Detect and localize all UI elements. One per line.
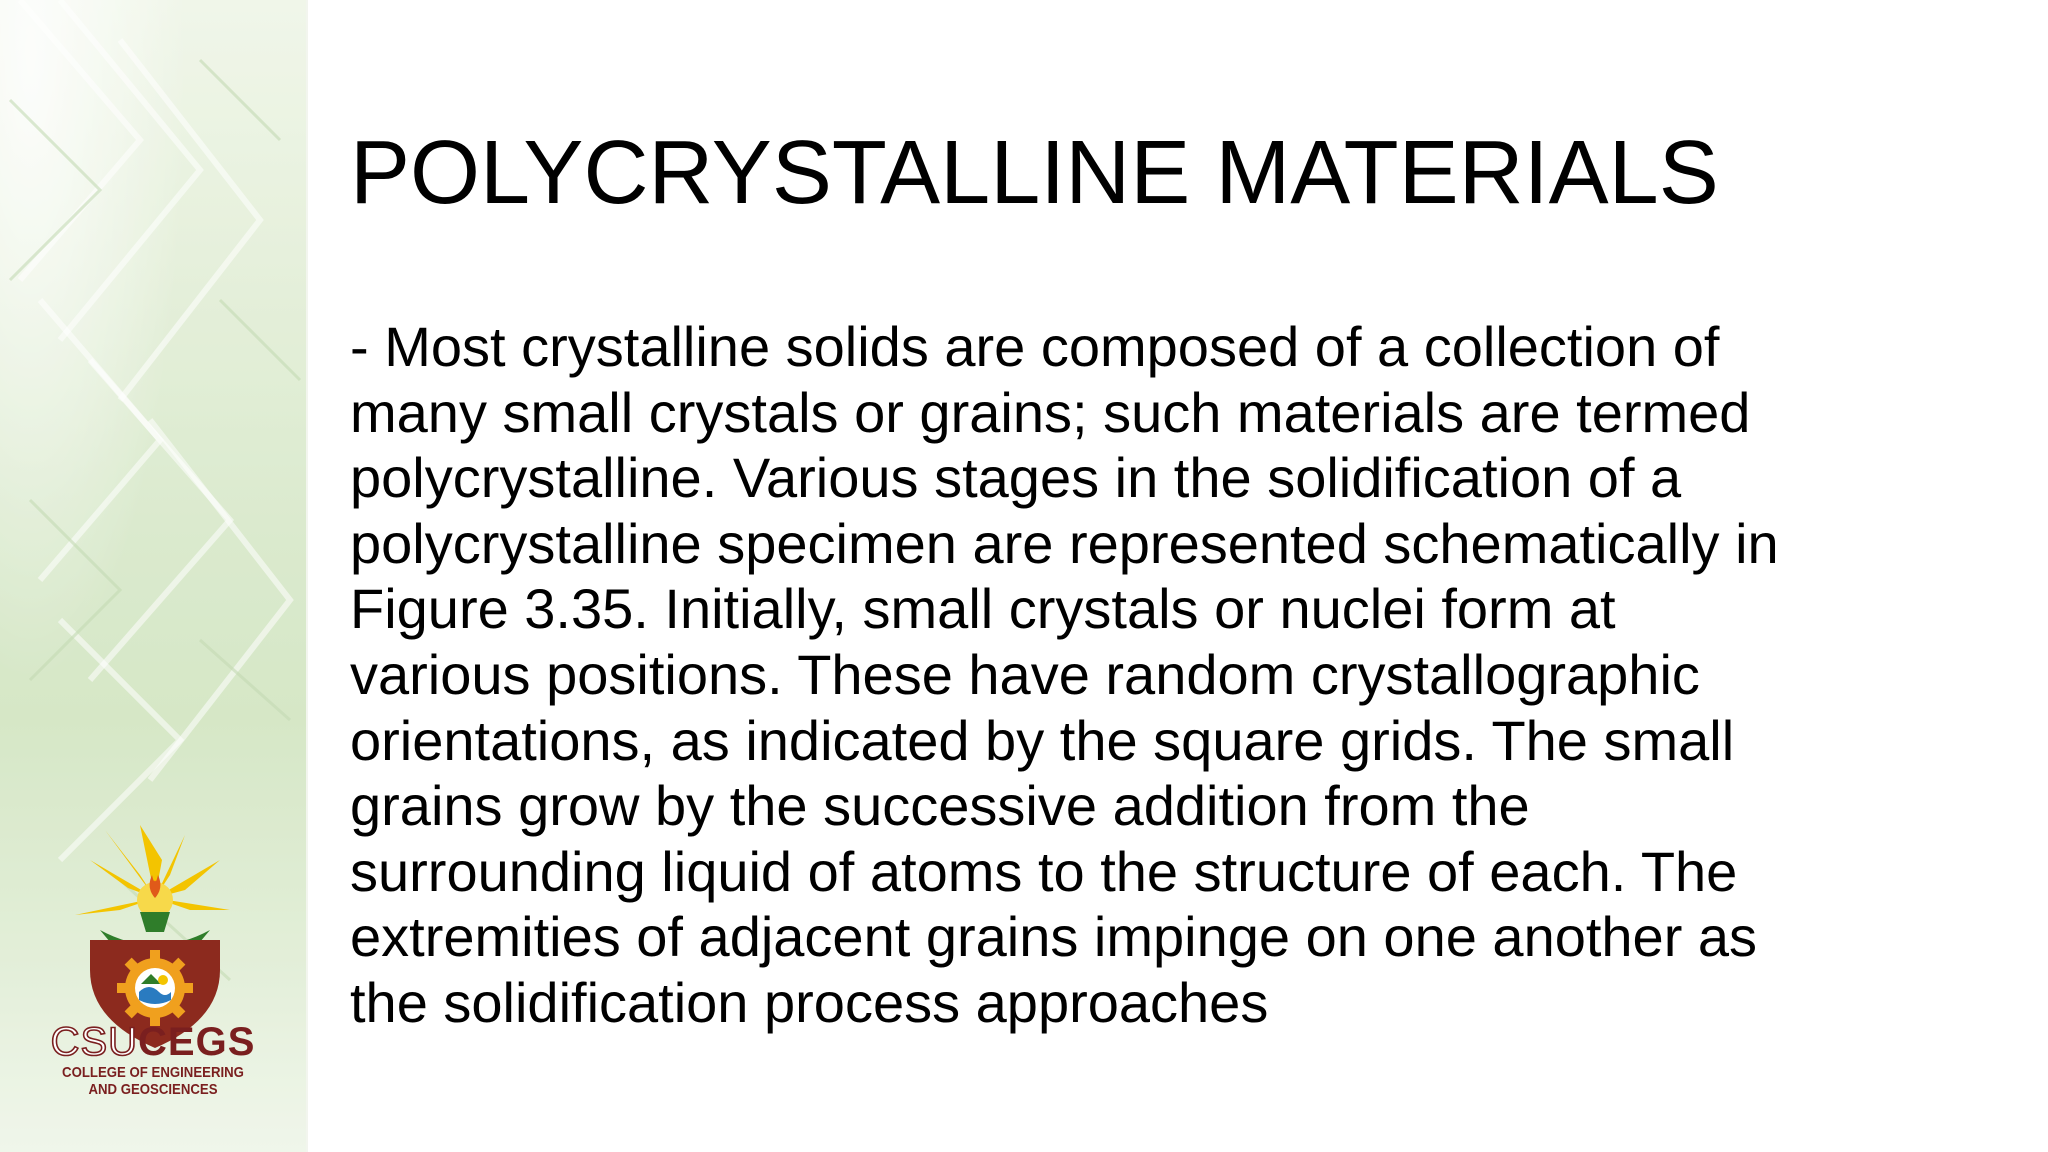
body-line: various positions. These have random crystallographic [350, 642, 1700, 706]
logo-title [0, 1020, 306, 1064]
slide-title: POLYCRYSTALLINE MATERIALS [350, 123, 1719, 223]
college-seal-icon [60, 820, 250, 1050]
slide-body-text [350, 314, 1990, 1036]
body-line: orientations, as indicated by the square grids. The small [350, 708, 1735, 772]
body-line: grains grow by the successive addition from the [350, 774, 1530, 838]
logo-subtitle-line-1: COLLEGE OF ENGINEERING [62, 1064, 244, 1081]
logo-wordmark [0, 1020, 306, 1098]
side-decoration-panel [0, 0, 308, 1152]
body-line: many small crystals or grains; such materials are termed [350, 380, 1751, 444]
body-line: polycrystalline. Various stages in the solidification of a [350, 446, 1682, 510]
body-line: surrounding liquid of atoms to the structure of each. The [350, 839, 1738, 903]
logo-csu-text: CSU [50, 1020, 139, 1064]
body-line: polycrystalline specimen are represented schematically in [350, 511, 1779, 575]
body-line: Figure 3.35. Initially, small crystals or nuclei form at [350, 577, 1616, 641]
body-line: - Most crystalline solids are composed of a collection of [350, 315, 1720, 378]
body-line: the solidification process approaches [350, 970, 1269, 1034]
logo-subtitle-line-2: AND GEOSCIENCES [88, 1081, 218, 1098]
logo-cegs-text: CEGS [138, 1020, 256, 1064]
csucegs-logo [60, 820, 250, 1050]
body-line: extremities of adjacent grains impinge on one another as [350, 905, 1758, 969]
